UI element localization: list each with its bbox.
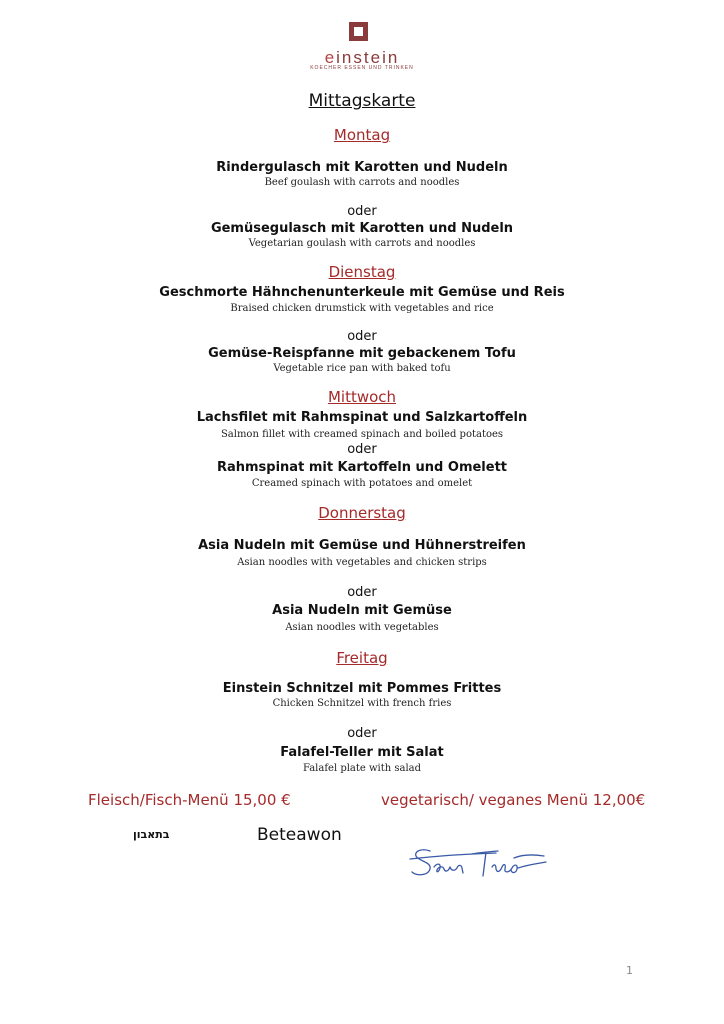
- signature-stroke: [410, 853, 496, 859]
- signature: [406, 842, 552, 886]
- or-separator: oder: [347, 204, 377, 219]
- dish-de: Gemüse-Reispfanne mit gebackenem Tofu: [208, 346, 516, 361]
- signature-stroke: [412, 850, 430, 875]
- or-separator: oder: [347, 726, 377, 741]
- day-heading-mittwoch: Mittwoch: [327, 388, 397, 406]
- logo-wordmark-prefix: e: [324, 48, 337, 67]
- dish-en: Asian noodles with vegetables: [285, 622, 439, 633]
- day-heading-dienstag: Dienstag: [328, 263, 396, 281]
- greeting-hebrew: בתאבון: [133, 828, 170, 841]
- dish-en: Vegetarian goulash with carrots and noodles: [248, 238, 476, 249]
- price-meat-fish: Fleisch/Fisch-Menü 15,00 €: [88, 791, 291, 809]
- logo-tagline: KOECHER ESSEN UND TRINKEN: [310, 65, 414, 71]
- day-heading-freitag: Freitag: [336, 649, 388, 667]
- dish-en: Asian noodles with vegetables and chicken strips: [237, 557, 487, 568]
- dish-de: Rindergulasch mit Karotten und Nudeln: [216, 160, 508, 175]
- page-title: Mittagskarte: [308, 91, 416, 111]
- dish-en: Salmon fillet with creamed spinach and boiled potatoes: [220, 429, 504, 440]
- greeting-latin: Beteawon: [257, 825, 342, 845]
- dish-de: Geschmorte Hähnchenunterkeule mit Gemüse und Reis: [159, 285, 565, 300]
- signature-stroke: [514, 855, 544, 858]
- dish-de: Asia Nudeln mit Gemüse und Hühnerstreifen: [198, 538, 526, 553]
- dish-de: Rahmspinat mit Kartoffeln und Omelett: [216, 460, 508, 475]
- logo-wordmark-rest: instein: [336, 48, 400, 67]
- dish-de: Gemüsegulasch mit Karotten und Nudeln: [210, 221, 514, 236]
- dish-en: Beef goulash with carrots and noodles: [264, 177, 460, 188]
- dish-de: Asia Nudeln mit Gemüse: [272, 603, 452, 618]
- dish-en: Chicken Schnitzel with french fries: [272, 698, 452, 709]
- page-number: 1: [626, 964, 633, 977]
- day-heading-montag: Montag: [333, 126, 391, 144]
- signature-stroke: [492, 865, 517, 873]
- or-separator: oder: [347, 442, 377, 457]
- dish-en: Creamed spinach with potatoes and omelet: [251, 478, 473, 489]
- or-separator: oder: [347, 585, 377, 600]
- dish-de: Falafel-Teller mit Salat: [280, 745, 444, 760]
- day-heading-donnerstag: Donnerstag: [318, 504, 406, 522]
- dish-en: Braised chicken drumstick with vegetables and rice: [230, 303, 494, 314]
- signature-stroke: [434, 864, 463, 873]
- signature-stroke: [483, 852, 486, 876]
- dish-en: Vegetable rice pan with baked tofu: [273, 363, 451, 374]
- logo-mark: [349, 22, 368, 41]
- price-vegetarian-vegan: vegetarisch/ veganes Menü 12,00€: [381, 791, 646, 809]
- dish-en: Falafel plate with salad: [302, 763, 422, 774]
- logo-mark-inner: [354, 27, 363, 36]
- dish-de: Lachsfilet mit Rahmspinat und Salzkartoffeln: [196, 410, 528, 425]
- dish-de: Einstein Schnitzel mit Pommes Frittes: [222, 681, 502, 696]
- or-separator: oder: [347, 329, 377, 344]
- signature-stroke: [518, 862, 546, 868]
